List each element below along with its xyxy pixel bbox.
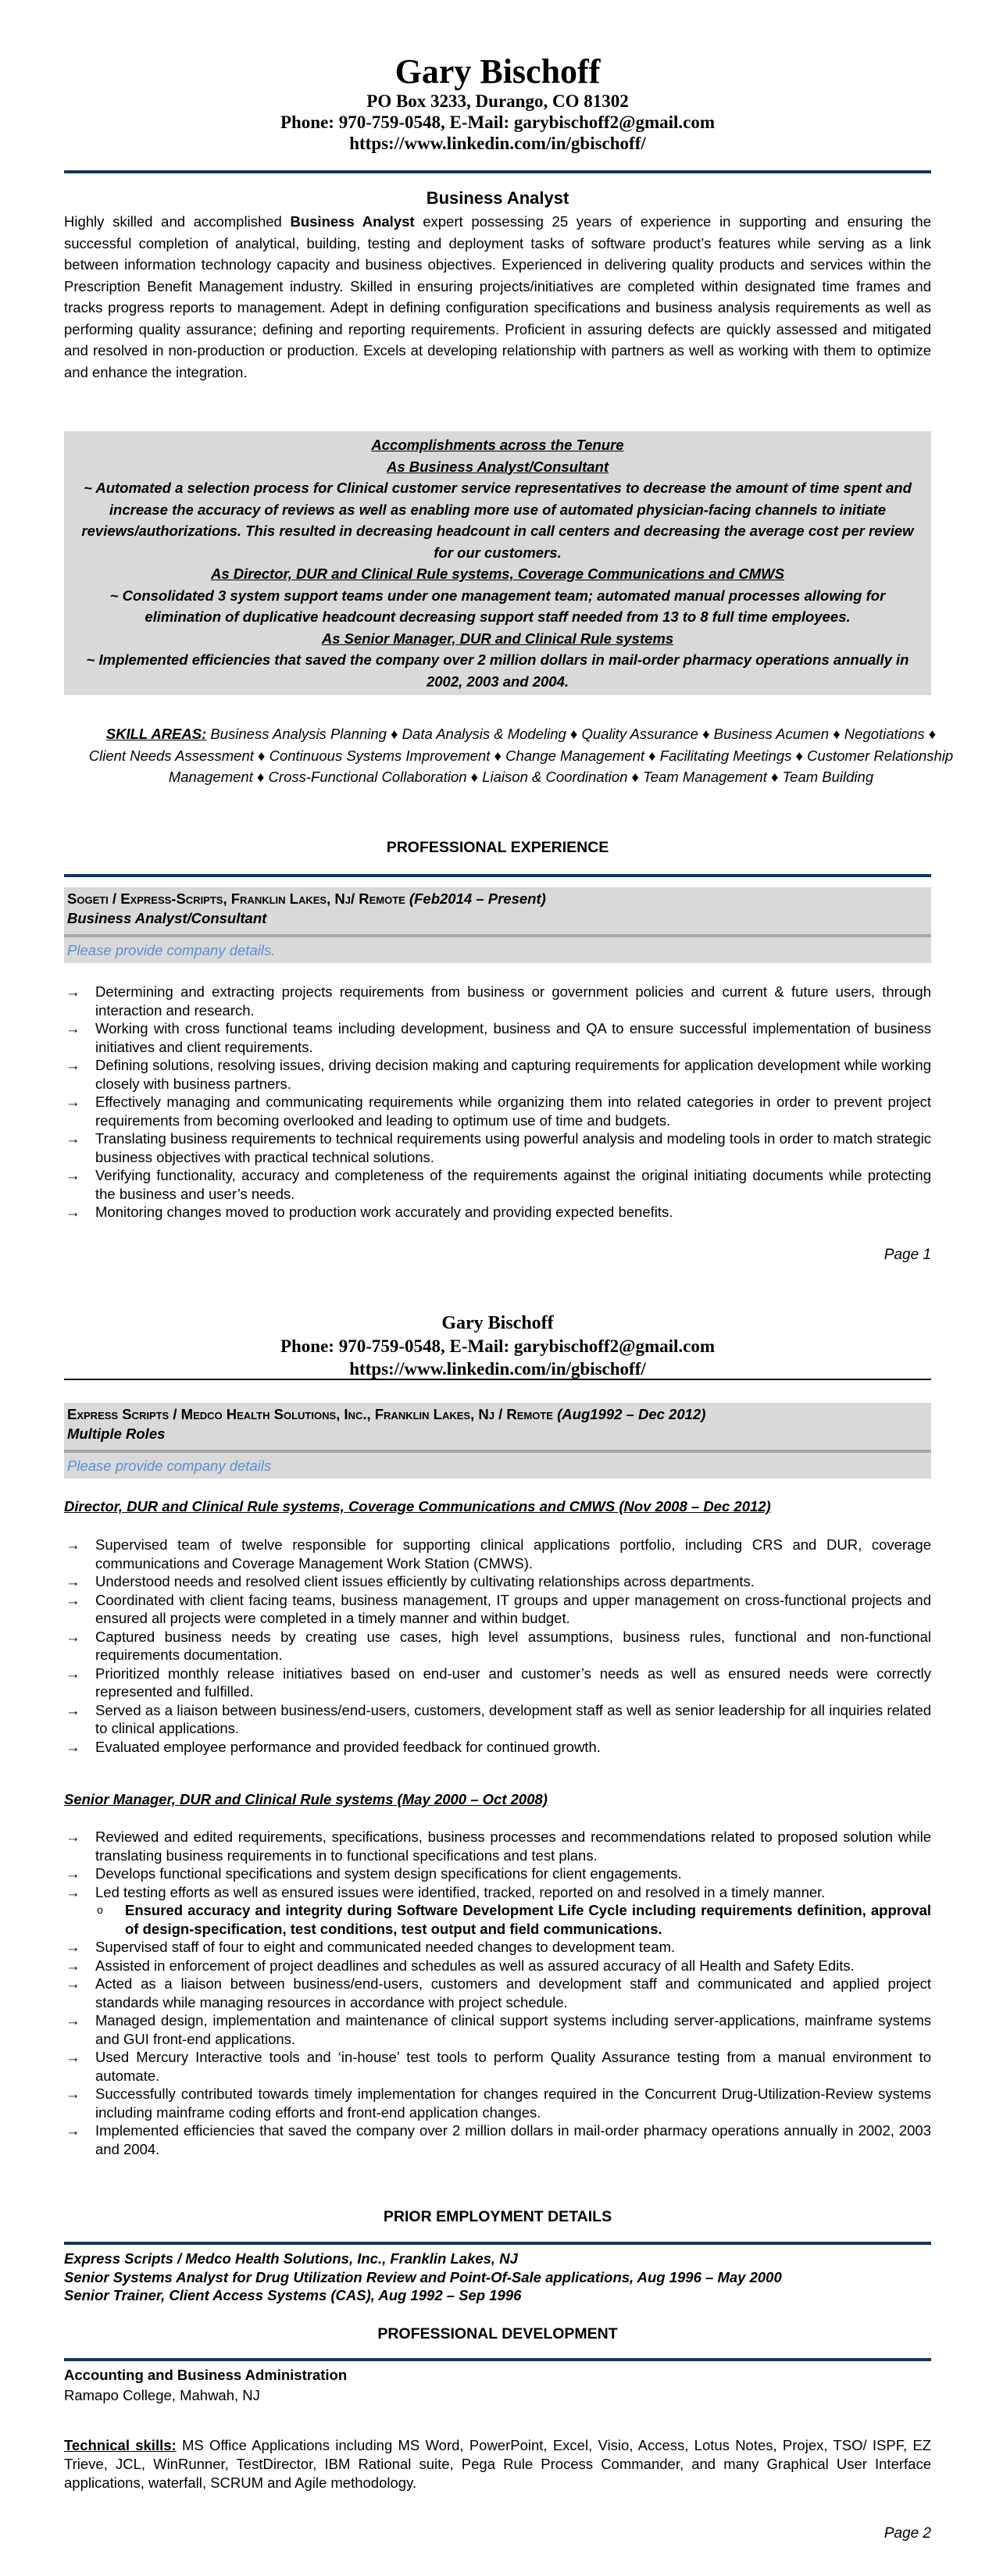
arrow-icon: → (66, 1020, 80, 1036)
list-item: → Served as a liaison between business/end-users, customers, development staff as well as senior leadership for all inquiries related to clinical applications. (66, 1701, 931, 1736)
arrow-icon: → (66, 1957, 80, 1974)
company-name: Express Scripts / Medco Health Solutions, Inc., Franklin Lakes, Nj / Remote (67, 1406, 558, 1422)
school: Ramapo College, Mahwah, NJ (64, 2387, 260, 2403)
technical-skills: Technical skills: MS Office Applications including MS Word, PowerPoint, Excel, Visio, Access, Lotus Notes, Projex, TSO/ ISPF, EZ Trieve, JCL, WinRunner, TestDirector, IBM Rational suite, Pega Rule Process Commander, and many Graphical User Interface applications, waterfall, SCRUM and Agile methodology. (64, 2437, 931, 2491)
senior-manager-bullets (64, 1828, 931, 2158)
candidate-name: Gary Bischoff (441, 1313, 554, 1333)
accomplishment-text: ~ Automated a selection process for Clinical customer service representatives to decrease the amount of time spent and increase the accuracy of reviews as well as enabling more use of automated physician-facing channels to initiate reviews/authorizations. This resulted in decreasing headcount in call centers and decreasing the average cost per review for our customers. (81, 480, 914, 561)
page-number: Page 1 (884, 1247, 931, 1263)
accomplishment-role: As Business Analyst/Consultant (386, 458, 609, 475)
list-item: → Translating business requirements to technical requirements using powerful analysis and modeling tools in order to match strategic business objectives with practical technical solutions. (66, 1130, 931, 1165)
summary-paragraph: Highly skilled and accomplished Business Analyst expert possessing 25 years of experience in supporting and ensuring the successful completion of analytical, building, testing and deployment tasks of software product’s features while serving as a link between information technology capacity and business objectives. Experienced in delivering quality products and services within the Prescription Benefit Management industry. Skilled in ensuring projects/initiatives are completed within designated time frames and tracks progress reports to management. Adept in defining configuration specifications and business analysis requirements as well as performing quality assurance; defining and reporting requirements. Proficient in assuring defects are quickly assessed and mitigated and resolved in non-production or production. Excels at developing relationship with partners as well as working with them to optimize and enhance the integration. (64, 213, 931, 380)
accomplishment-text: ~ Consolidated 3 system support teams under one management team; automated manual processes allowing for elimination of duplicative headcount decreasing support staff needed from 13 to 8 full time employees. (109, 587, 886, 625)
company-name: Sogeti / Express-Scripts, Franklin Lakes, Nj/ Remote (67, 890, 409, 907)
sub-list-item: o Ensured accuracy and integrity during Software Development Life Cycle including requirements definition, approval of design-specification, test conditions, test output and field communications. (97, 1902, 931, 1937)
arrow-icon: → (66, 1591, 80, 1608)
list-item: → Evaluated employee performance and provided feedback for continued growth. (66, 1738, 601, 1755)
list-item: → Implemented efficiencies that saved the company over 2 million dollars in mail-order pharmacy operations annually in 2002, 2003 and 2004. (66, 2122, 931, 2157)
arrow-icon: → (66, 1664, 80, 1682)
arrow-icon: → (66, 2085, 80, 2102)
list-item: → Successfully contributed towards timely implementation for changes required in the Concurrent Drug-Utilization-Review systems including mainframe coding efforts and front-end application changes. (66, 2085, 931, 2121)
arrow-icon: → (66, 1939, 80, 1955)
director-bullets (64, 1536, 931, 1756)
skill-areas-label: SKILL AREAS: (105, 726, 207, 742)
list-item: → Managed design, implementation and maintenance of clinical support systems including server-applications, mainframe systems and GUI front-end applications. (66, 2012, 931, 2047)
arrow-icon: → (66, 1573, 80, 1589)
job-role: Multiple Roles (67, 1425, 166, 1442)
prior-employment-list (64, 2250, 931, 2305)
arrow-icon: → (66, 1865, 80, 1882)
list-item: → Reviewed and edited requirements, specifications, business processes and recommendations related to proposed solution while translating business requirements in to functional specifications and test plans. (66, 1829, 931, 1864)
list-item: → Supervised staff of four to eight and communicated needed changes to development team. (66, 1939, 676, 1955)
section-heading-prior-employment: PRIOR EMPLOYMENT DETAILS (383, 2208, 612, 2225)
list-item: → Verifying functionality, accuracy and completeness of the requirements against the original initiating documents while protecting the business and user’s needs. (66, 1167, 931, 1202)
list-item: → Used Mercury Interactive tools and ‘in-house’ test tools to perform Quality Assurance testing from a manual environment to automate. (66, 2049, 931, 2084)
job-dates: (Feb2014 – Present) (409, 890, 546, 907)
linkedin-url: https://www.linkedin.com/in/gbischoff/ (349, 134, 646, 153)
list-item: → Assisted in enforcement of project deadlines and schedules as well as assured accuracy of all Health and Safety Edits. (66, 1957, 855, 1974)
list-item: → Supervised team of twelve responsible for supporting clinical applications portfolio, including CRS and DUR, coverage communications and Coverage Management Work Station (CMWS). (66, 1536, 931, 1572)
section-heading-development: PROFESSIONAL DEVELOPMENT (377, 2325, 618, 2342)
arrow-icon: → (66, 1057, 80, 1073)
accomplishment-role: As Senior Manager, DUR and Clinical Rule systems (321, 630, 674, 647)
list-item: → Determining and extracting projects requirements from business or government policies and current & future users, through interaction and research. (66, 983, 931, 1019)
prior-divider (64, 2242, 931, 2245)
list-item: → Acted as a liaison between business/end-users, customers and development staff and communicated and applied project standards while managing resources in accordance with project schedule. (66, 1975, 931, 2010)
accomplishment-text: ~ Implemented efficiencies that saved the company over 2 million dollars in mail-order pharmacy operations annually in 2002, 2003 and 2004. (86, 651, 909, 690)
accomplishment-role: As Director, DUR and Clinical Rule systems, Coverage Communications and CMWS (210, 566, 784, 582)
prior-line: Senior Systems Analyst for Drug Utilization Review and Point-Of-Sale applications, Aug 1996 – May 2000 (64, 2268, 782, 2285)
list-item: → Prioritized monthly release initiatives based on end-user and customer’s needs as well as ensured needs were correctly represented and fulfilled. (66, 1664, 931, 1700)
list-item: → Monitoring changes moved to production work accurately and providing expected benefits. (66, 1204, 673, 1220)
page-number: Page 2 (884, 2525, 931, 2542)
header-page2 (64, 1312, 931, 1380)
arrow-icon: → (66, 1628, 80, 1645)
header-divider (64, 1379, 931, 1380)
arrow-icon: → (66, 1094, 80, 1110)
arrow-icon: → (66, 2012, 80, 2028)
linkedin-url: https://www.linkedin.com/in/gbischoff/ (349, 1359, 646, 1379)
role-heading-senior-manager: Senior Manager, DUR and Clinical Rule systems (May 2000 – Oct 2008) (64, 1791, 548, 1807)
job-title: Business Analyst (426, 188, 569, 208)
address: PO Box 3233, Durango, CO 81302 (366, 91, 629, 111)
list-item: → Effectively managing and communicating requirements while organizing them into related categories in order to prevent project requirements from becoming overlooked and leading to optimum use of time and budgets. (66, 1094, 931, 1129)
list-item: → Coordinated with client facing teams, business management, IT groups and upper management on cross-functional projects and ensured all projects were completed in a timely manner and within budget. (66, 1591, 931, 1626)
contact-line: Phone: 970-759-0548, E-Mail: garybischoff2@gmail.com (280, 112, 716, 132)
arrow-icon: → (66, 1167, 80, 1183)
skill-areas: SKILL AREAS: Business Analysis Planning ♦ Data Analysis & Modeling ♦ Quality Assurance ♦ Business Acumen ♦ Negotiations ♦ Client Needs Assessment ♦ Continuous Systems Improvement ♦ Change Management ♦ Facilitating Meetings ♦ Customer Relationship Management ♦ Cross-Functional Collaboration ♦ Liaison & Coordination ♦ Team Management ♦ Team Building (88, 726, 954, 785)
role-heading-director: Director, DUR and Clinical Rule systems, Coverage Communications and CMWS (Nov 2008 – Dec 2012) (64, 1498, 771, 1515)
prior-line: Express Scripts / Medco Health Solutions, Inc., Franklin Lakes, NJ (64, 2250, 518, 2267)
contact-line: Phone: 970-759-0548, E-Mail: garybischoff2@gmail.com (280, 1336, 716, 1356)
development-divider (64, 2358, 931, 2361)
company-details-placeholder: Please provide company details. (67, 942, 276, 958)
list-item: → Defining solutions, resolving issues, driving decision making and capturing requirements for application development while working closely with business partners. (66, 1057, 931, 1092)
arrow-icon: → (66, 1536, 80, 1553)
arrow-icon: → (66, 1701, 80, 1718)
prior-line: Senior Trainer, Client Access Systems (CAS), Aug 1992 – Sep 1996 (64, 2287, 522, 2303)
list-item: → Working with cross functional teams including development, business and QA to ensure successful implementation of business initiatives and client requirements. (66, 1020, 931, 1055)
degree: Accounting and Business Administration (64, 2367, 348, 2383)
job-dates: (Aug1992 – Dec 2012) (557, 1406, 706, 1422)
list-item: → Led testing efforts as well as ensured issues were identified, tracked, reported on and resolved in a timely manner. (66, 1883, 826, 1900)
candidate-name: Gary Bischoff (394, 52, 601, 91)
job-role: Business Analyst/Consultant (67, 910, 267, 926)
list-item: → Develops functional specifications and system design specifications for client engagements. (66, 1865, 682, 1882)
accomplishments-heading: Accomplishments across the Tenure (371, 437, 624, 453)
arrow-icon: → (66, 2049, 80, 2065)
list-item: → Captured business needs by creating use cases, high level assumptions, business rules, functional and non-functional requirements documentation. (66, 1628, 931, 1663)
job-header-express-scripts (64, 1403, 931, 1479)
arrow-icon: → (66, 1975, 80, 1992)
section-heading-experience: PROFESSIONAL EXPERIENCE (386, 839, 609, 856)
list-item: → Understood needs and resolved client issues efficiently by cultivating relationships across departments. (66, 1573, 755, 1589)
company-details-placeholder: Please provide company details (67, 1457, 272, 1474)
education (64, 2365, 931, 2406)
arrow-icon: → (66, 1130, 80, 1147)
arrow-icon: → (66, 1883, 80, 1900)
summary-highlight: Business Analyst (290, 213, 415, 230)
arrow-icon: → (66, 983, 80, 1000)
arrow-icon: → (66, 1829, 80, 1845)
technical-skills-label: Technical skills: (64, 2437, 177, 2453)
circle-bullet-icon: o (97, 1903, 103, 1916)
arrow-icon: → (66, 1738, 80, 1755)
arrow-icon: → (66, 2122, 80, 2139)
arrow-icon: → (66, 1204, 80, 1220)
